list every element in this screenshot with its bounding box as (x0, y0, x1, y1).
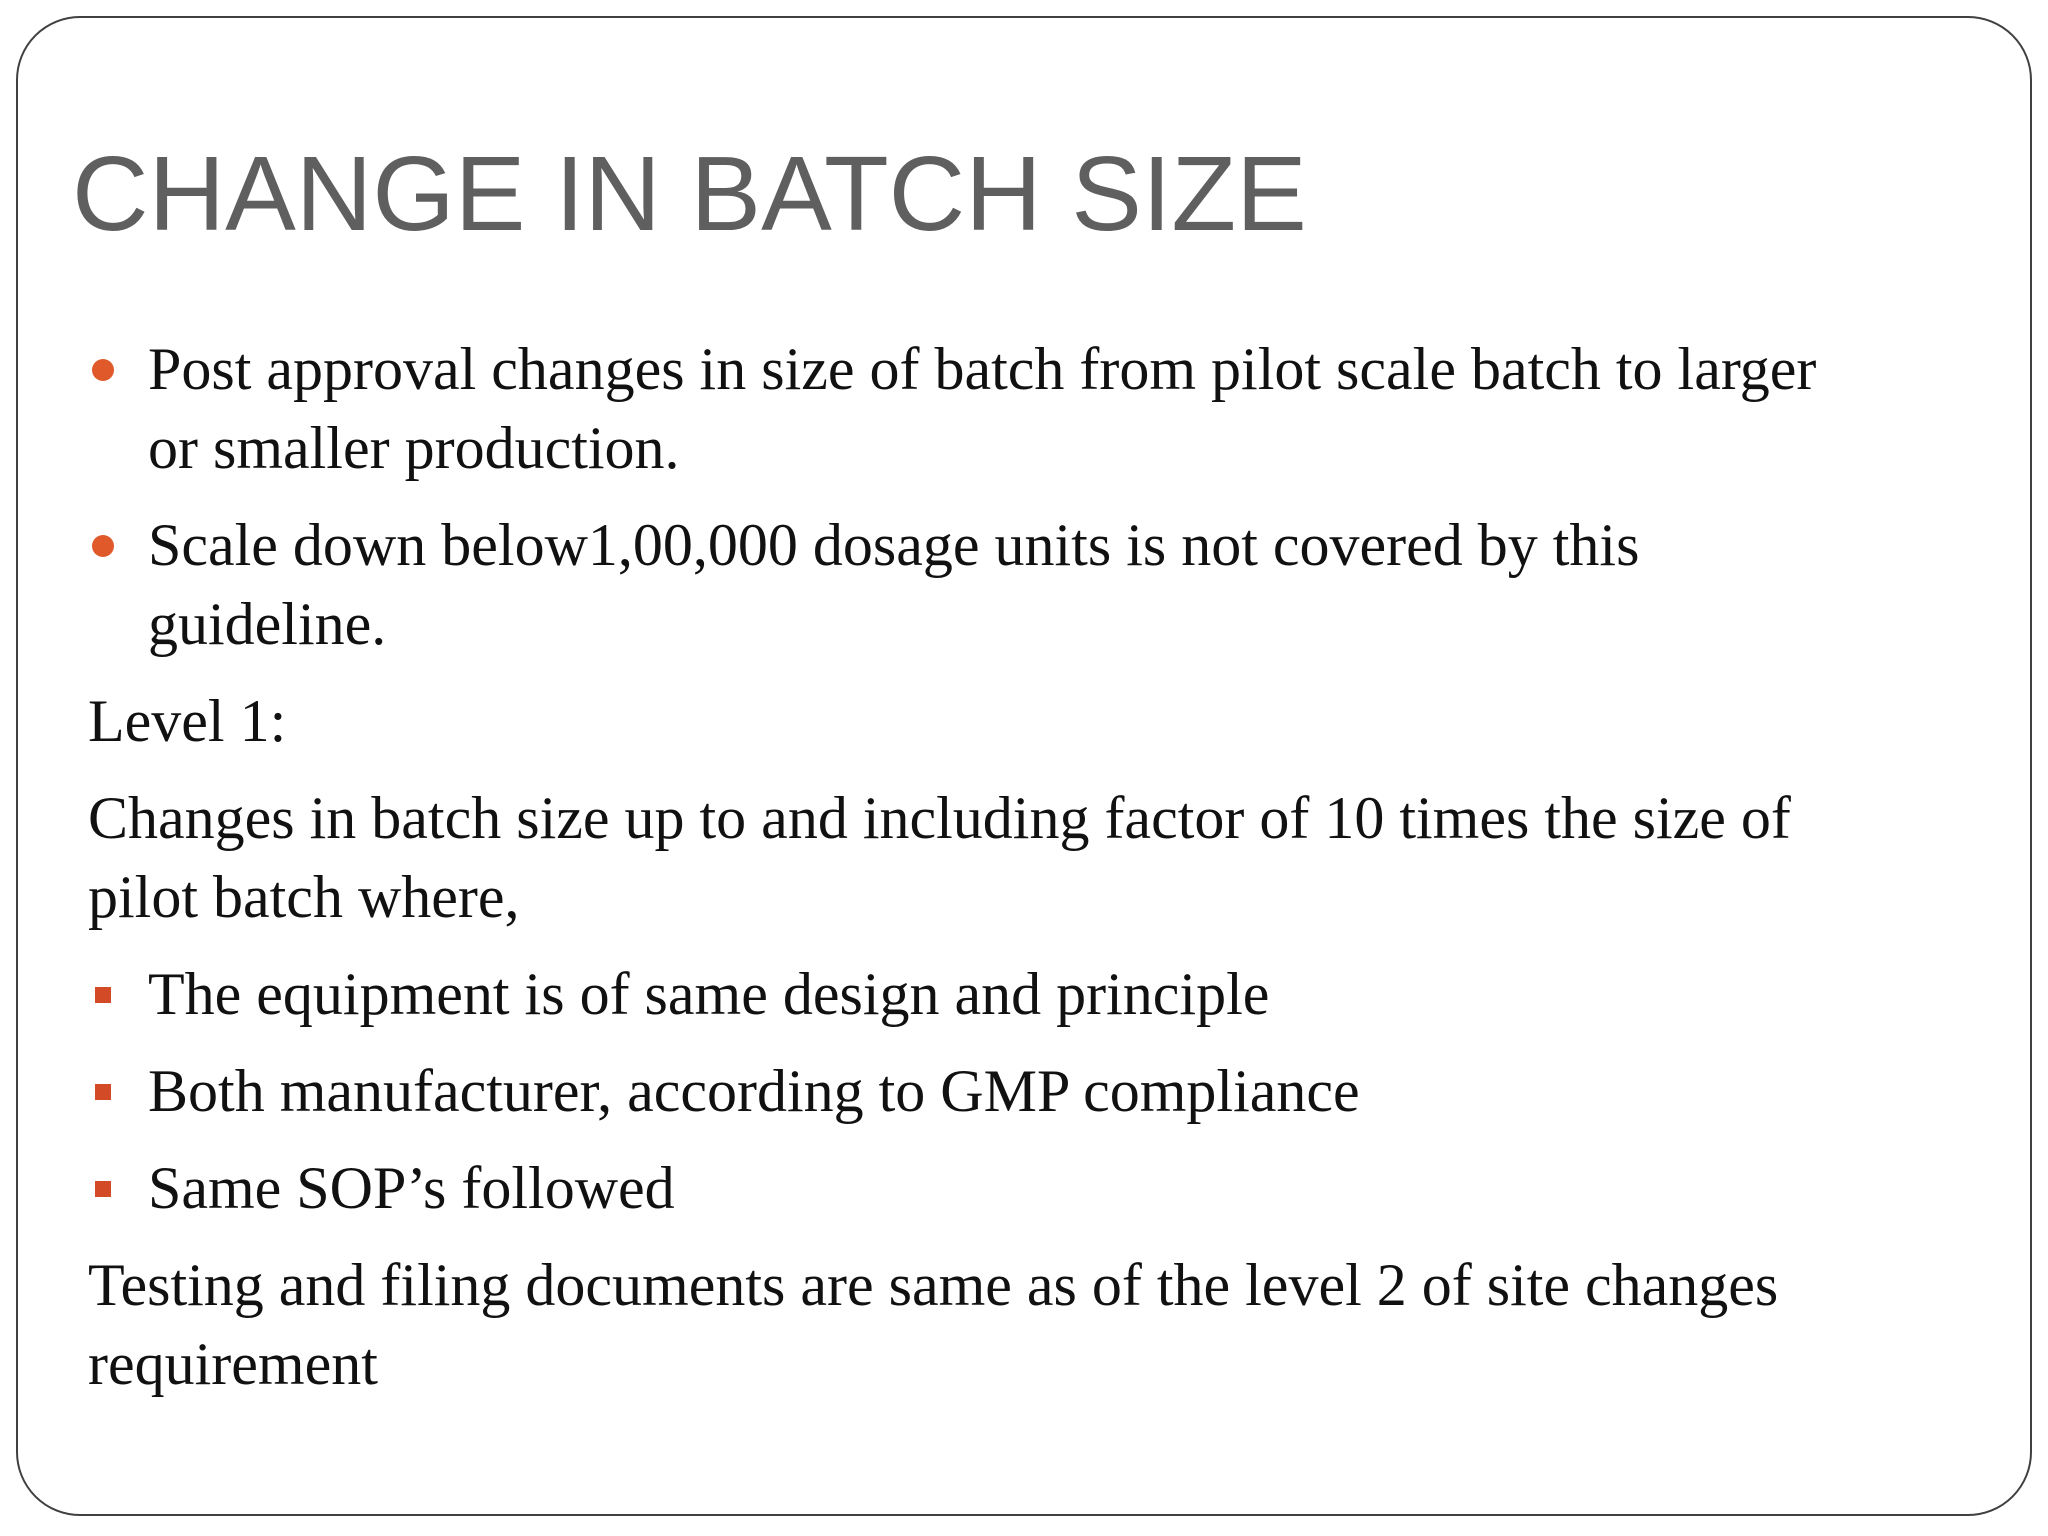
bullet-line: Both manufacturer, according to GMP compliance (148, 1058, 1360, 1124)
slide-frame (16, 16, 2032, 1516)
sub-bullet-item (88, 955, 2008, 1034)
paragraph-line: Level 1: (88, 688, 287, 754)
sub-bullet-item (88, 1052, 2008, 1131)
bullet-line: or smaller production. (148, 415, 680, 481)
slide-body (88, 330, 2008, 1422)
sub-bullet-item (88, 1149, 2008, 1228)
bullet-item (88, 330, 2008, 488)
square-bullet-icon (92, 1149, 111, 1228)
square-bullet-icon (92, 1052, 111, 1131)
paragraph-line: pilot batch where, (88, 864, 520, 930)
bullet-line: Same SOP’s followed (148, 1155, 675, 1221)
paragraph-line: requirement (88, 1331, 378, 1397)
text-paragraph (88, 779, 2008, 937)
level-heading (88, 682, 2008, 761)
bullet-item (88, 506, 2008, 664)
paragraph-line: Testing and filing documents are same as of the level 2 of site changes (88, 1252, 1779, 1318)
text-paragraph (88, 1246, 2008, 1404)
square-bullet-icon (92, 955, 111, 1034)
bullet-line: Post approval changes in size of batch from pilot scale batch to larger (148, 336, 1817, 402)
circle-bullet-icon (92, 330, 114, 409)
circle-bullet-icon (92, 506, 114, 585)
bullet-line: The equipment is of same design and principle (148, 961, 1270, 1027)
paragraph-line: Changes in batch size up to and including factor of 10 times the size of (88, 785, 1791, 851)
slide-title: CHANGE IN BATCH SIZE (72, 135, 1307, 253)
bullet-line: Scale down below1,00,000 dosage units is not covered by this (148, 512, 1640, 578)
bullet-line: guideline. (148, 591, 387, 657)
